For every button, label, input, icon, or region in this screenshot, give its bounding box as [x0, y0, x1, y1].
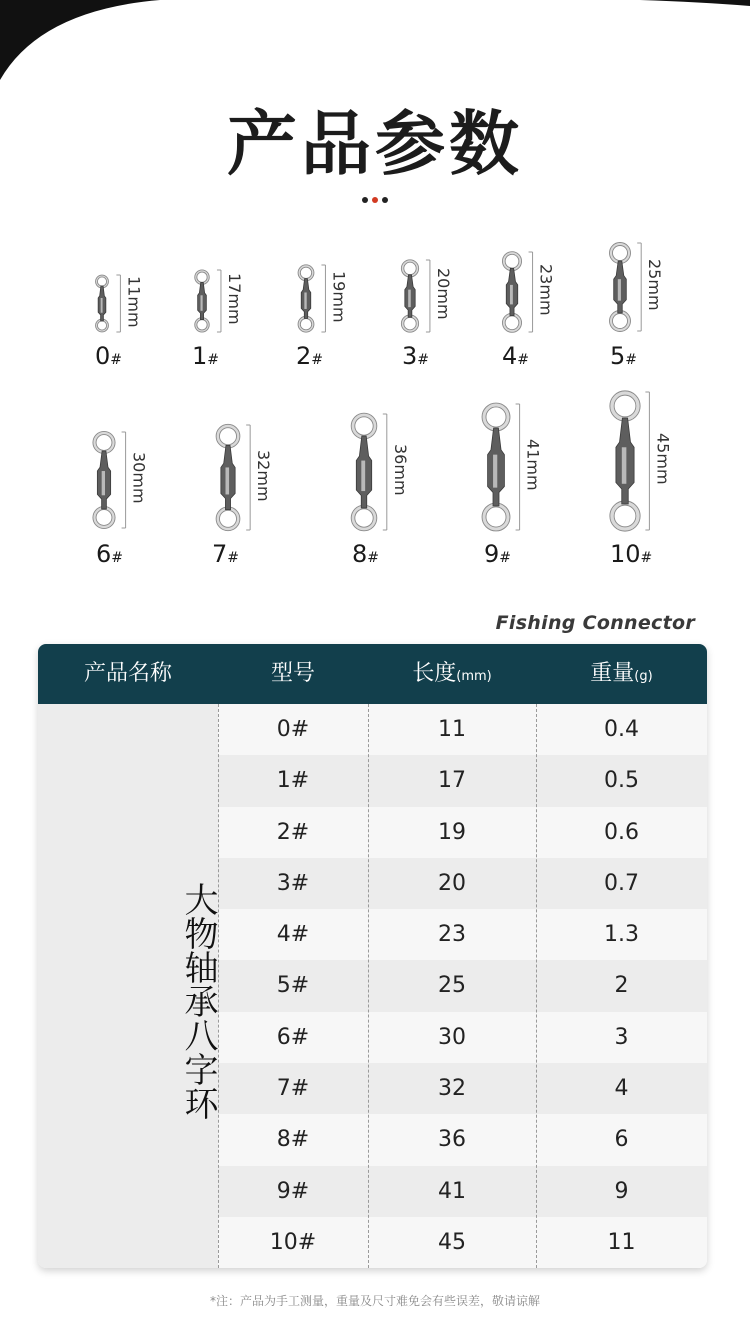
- size-label: 30mm: [129, 452, 149, 504]
- size-label: 11mm: [124, 275, 144, 328]
- header-model: 型号: [270, 661, 315, 686]
- table-row: [218, 1217, 707, 1268]
- cell-weight: 11: [607, 1229, 636, 1255]
- cell-weight: 0.6: [604, 819, 639, 845]
- column-divider: [536, 704, 537, 1268]
- model-label: 6#: [96, 540, 124, 568]
- cell-weight: 6: [614, 1127, 629, 1153]
- cell-length: 25: [438, 973, 466, 999]
- model-label: 10#: [610, 540, 653, 568]
- cell-length: 19: [438, 819, 466, 845]
- swivel-icon: [595, 0, 655, 540]
- table-row: [218, 1166, 707, 1217]
- cell-model: 6#: [276, 1024, 310, 1050]
- cell-model: 5#: [276, 973, 310, 999]
- cell-weight: 2: [614, 973, 629, 999]
- swivel-icon: [334, 0, 394, 540]
- swivel-icon: [466, 0, 526, 540]
- cell-weight: 0.4: [604, 717, 639, 742]
- size-label: 41mm: [523, 439, 543, 491]
- footer-note: *注：产品为手工测量，重量及尺寸难免会有些误差，敬请谅解: [209, 1294, 540, 1308]
- cell-model: 1#: [276, 768, 310, 794]
- model-label: 9#: [484, 540, 512, 568]
- table-row: [218, 960, 707, 1011]
- product-name: 大物轴承八字环: [178, 882, 218, 1120]
- cell-length: 45: [438, 1229, 466, 1255]
- size-label: 32mm: [254, 449, 274, 502]
- cell-length: 30: [438, 1024, 466, 1050]
- header-name: 产品名称: [83, 661, 172, 686]
- size-label: 17mm: [224, 273, 244, 325]
- cell-length: 41: [438, 1178, 466, 1204]
- cell-length: 23: [438, 922, 466, 948]
- table-row: [218, 807, 707, 858]
- model-label: 5#: [610, 342, 638, 370]
- swivel-icon: [74, 0, 134, 538]
- table-row: [218, 704, 707, 755]
- table-row: [218, 1063, 707, 1114]
- table-header: [38, 644, 707, 704]
- table-row: [218, 1012, 707, 1063]
- cell-model: 3#: [276, 870, 310, 896]
- cell-weight: 0.7: [604, 870, 639, 896]
- cell-length: 32: [438, 1076, 466, 1102]
- column-divider: [368, 704, 369, 1268]
- size-label: 23mm: [536, 264, 556, 316]
- cell-length: 36: [438, 1127, 466, 1153]
- model-label: 0#: [95, 342, 123, 370]
- cell-model: 4#: [276, 922, 310, 948]
- cell-model: 2#: [276, 819, 310, 845]
- size-label: 25mm: [645, 259, 665, 311]
- product-name-cell: [38, 704, 218, 1268]
- table-row: [218, 858, 707, 909]
- model-label: 4#: [502, 342, 530, 370]
- cell-model: 10#: [269, 1229, 317, 1255]
- cell-model: 7#: [276, 1076, 310, 1102]
- cell-model: 9#: [276, 1178, 310, 1204]
- swivel-icon: [276, 0, 336, 342]
- model-label: 1#: [192, 342, 220, 370]
- cell-length: 11: [438, 717, 466, 742]
- cell-model: 8#: [276, 1127, 310, 1153]
- model-label: 7#: [212, 540, 240, 568]
- column-divider: [218, 704, 219, 1268]
- table-row: [218, 755, 707, 806]
- header-length: 长度(mm): [412, 661, 492, 686]
- spec-table: [38, 644, 707, 1268]
- size-label: 36mm: [390, 444, 410, 496]
- table-row: [218, 909, 707, 960]
- model-label: 3#: [402, 342, 430, 370]
- cell-model: 0#: [276, 717, 310, 742]
- cell-weight: 0.5: [604, 768, 639, 794]
- swivel-icon: [198, 0, 258, 540]
- size-label: 45mm: [653, 433, 673, 485]
- size-label: 20mm: [433, 268, 453, 320]
- page-title: 产品参数: [227, 103, 523, 185]
- cell-length: 17: [438, 768, 466, 794]
- cell-length: 20: [438, 870, 466, 896]
- cell-weight: 3: [614, 1024, 629, 1050]
- cell-weight: 1.3: [604, 922, 639, 948]
- cell-weight: 4: [614, 1076, 629, 1102]
- cell-weight: 9: [614, 1178, 629, 1204]
- brand-label: Fishing Connector: [495, 612, 695, 634]
- size-label: 19mm: [329, 270, 349, 323]
- table-body: [218, 704, 707, 1268]
- header-weight: 重量(g): [590, 661, 653, 686]
- table-row: [218, 1114, 707, 1165]
- model-label: 8#: [352, 540, 380, 568]
- model-label: 2#: [296, 342, 324, 370]
